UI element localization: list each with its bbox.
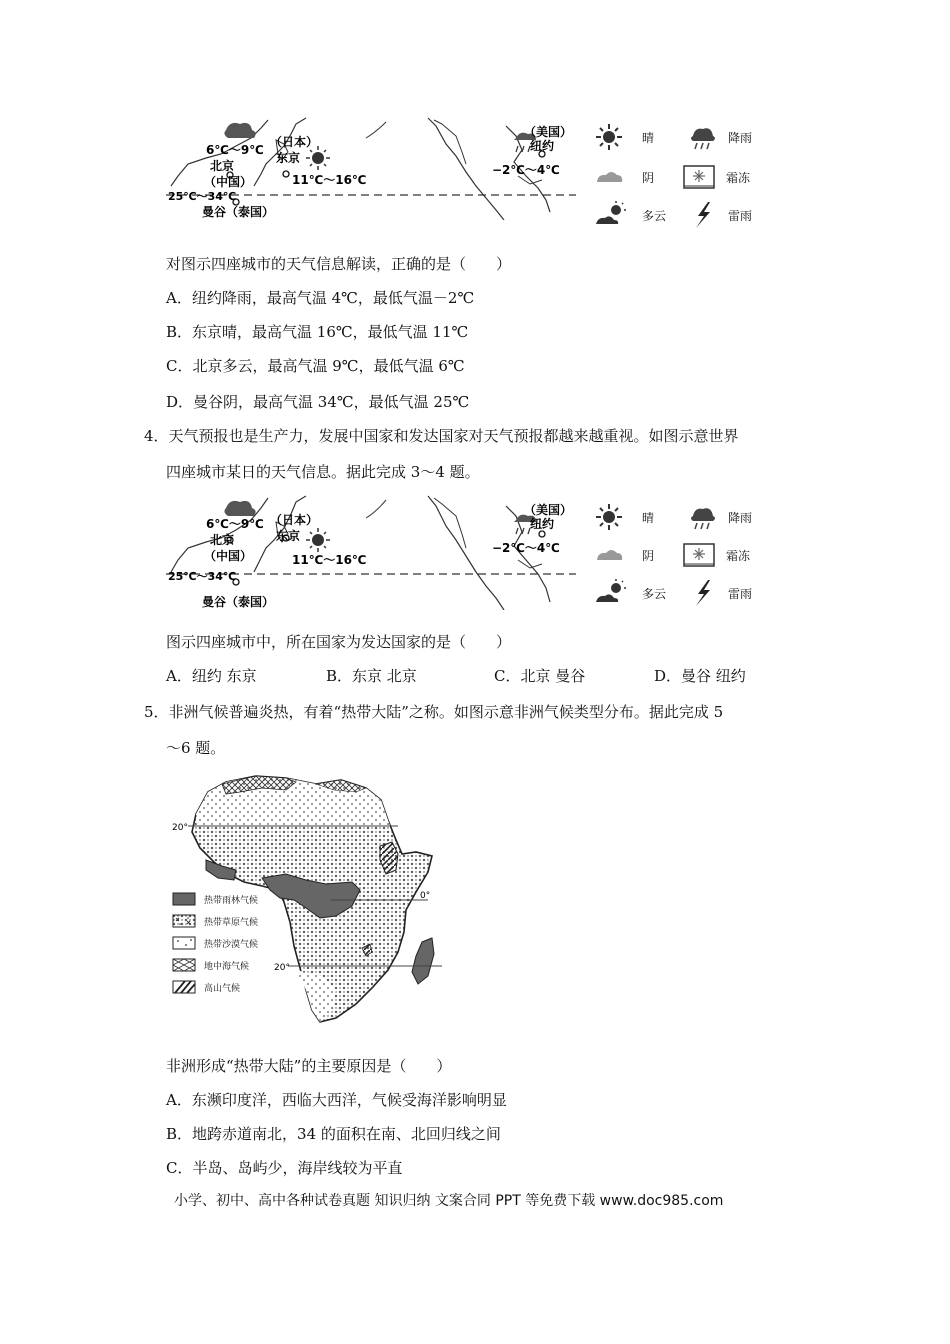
legend-frost-2: 霜冻 (682, 540, 750, 570)
label-bangkok-temp-2: 25℃～34℃ (168, 570, 237, 583)
partly-cloudy-icon (594, 200, 628, 230)
q3-option-a[interactable]: A．纽约降雨，最高气温 4℃，最低气温－2℃ (166, 289, 475, 307)
label-china: （中国） (204, 175, 253, 189)
legend-sunny: 晴 (594, 122, 654, 152)
rainforest-swatch-icon (172, 892, 196, 906)
legend-sunny-2: 晴 (594, 502, 654, 532)
legend-thunderstorm: 雷雨 (688, 200, 752, 230)
lat-20s-label: 20° (274, 963, 290, 973)
label-tokyo-2: 东京 (276, 529, 301, 543)
legend-frost: 霜冻 (682, 162, 750, 192)
q5-intro-line1: 5．非洲气候普遍炎热，有着“热带大陆”之称。如图示意非洲气候类型分布。据此完成 5 (144, 703, 724, 721)
lat-0-label: 0° (420, 891, 431, 901)
legend-overcast-2: 阴 (594, 540, 654, 570)
label-beijing: 北京 (210, 159, 235, 173)
q5-intro-line2: ～6 题。 (166, 739, 226, 757)
legend-overcast: 阴 (594, 162, 654, 192)
q3-stem: 对图示四座城市的天气信息解读，正确的是（ ） (166, 255, 512, 273)
label-tokyo: 东京 (276, 151, 301, 165)
lightning-icon (688, 578, 718, 608)
q4-option-b[interactable]: B．东京 北京 (326, 667, 417, 685)
legend-highland: 高山气候 (172, 980, 240, 994)
q3-option-c[interactable]: C．北京多云，最高气温 9℃，最低气温 6℃ (166, 357, 465, 375)
legend-cloudy: 多云 (594, 200, 666, 230)
legend-cloudy-2: 多云 (594, 578, 666, 608)
frost-icon (682, 162, 716, 192)
desert-swatch-icon (172, 936, 196, 950)
legend-rain-2: 降雨 (688, 502, 752, 532)
savanna-swatch-icon (172, 914, 196, 928)
legend-rain: 降雨 (688, 122, 752, 152)
weather-map-2 (166, 494, 586, 610)
q3-option-b[interactable]: B．东京晴，最高气温 16℃，最低气温 11℃ (166, 323, 469, 341)
cloud-icon (594, 540, 624, 570)
legend-desert: 热带沙漠气候 (172, 936, 258, 950)
q5-stem: 非洲形成“热带大陆”的主要原因是（ ） (166, 1057, 452, 1075)
label-beijing-temp-2: 6℃～9℃ (206, 517, 264, 531)
label-newyork-temp-2: −2℃～4℃ (492, 541, 560, 555)
legend-rainforest: 热带雨林气候 (172, 892, 258, 906)
page-footer: 小学、初中、高中各种试卷真题 知识归纳 文案合同 PPT 等免费下载 www.doc985.com (174, 1193, 724, 1209)
mediterranean-swatch-icon (172, 958, 196, 972)
legend-thunderstorm-2: 雷雨 (688, 578, 752, 608)
lightning-icon (688, 200, 718, 230)
frost-icon (682, 540, 716, 570)
label-usa-2: （美国） (524, 503, 573, 517)
label-japan: （日本） (270, 135, 319, 149)
sun-icon (594, 122, 624, 152)
q4-option-a[interactable]: A．纽约 东京 (166, 667, 257, 685)
label-newyork-2: 纽约 (530, 517, 555, 531)
label-china-2: （中国） (204, 549, 253, 563)
label-bangkok: 曼谷（泰国） (202, 205, 275, 219)
label-bangkok-temp: 25℃～34℃ (168, 190, 237, 203)
q4-intro-line2: 四座城市某日的天气信息。据此完成 3～4 题。 (166, 463, 480, 481)
q4-stem: 图示四座城市中，所在国家为发达国家的是（ ） (166, 633, 512, 651)
q3-option-d[interactable]: D．曼谷阴，最高气温 34℃，最低气温 25℃ (166, 393, 470, 411)
label-beijing-temp: 6℃～9℃ (206, 143, 264, 157)
q4-intro-line1: 4．天气预报也是生产力，发展中国家和发达国家对天气预报都越来越重视。如图示意世界 (144, 427, 739, 445)
lat-20n-label: 20° (172, 823, 188, 833)
label-bangkok-2: 曼谷（泰国） (202, 595, 275, 609)
legend-savanna: 热带草原气候 (172, 914, 258, 928)
q5-option-a[interactable]: A．东濒印度洋，西临大西洋，气候受海洋影响明显 (166, 1091, 507, 1109)
rain-icon (688, 122, 718, 152)
rain-icon (688, 502, 718, 532)
partly-cloudy-icon (594, 578, 628, 608)
q5-option-b[interactable]: B．地跨赤道南北，34 的面积在南、北回归线之间 (166, 1125, 501, 1143)
label-tokyo-temp: 11℃～16℃ (292, 173, 367, 187)
label-tokyo-temp-2: 11℃～16℃ (292, 553, 367, 567)
q4-option-c[interactable]: C．北京 曼谷 (494, 667, 586, 685)
label-newyork-temp: −2℃～4℃ (492, 163, 560, 177)
highland-swatch-icon (172, 980, 196, 994)
legend-mediterranean: 地中海气候 (172, 958, 249, 972)
sun-icon (594, 502, 624, 532)
cloud-icon (594, 162, 624, 192)
q5-option-c[interactable]: C．半岛、岛屿少，海岸线较为平直 (166, 1159, 403, 1177)
label-beijing-2: 北京 (210, 533, 235, 547)
label-japan-2: （日本） (270, 513, 319, 527)
weather-map-1 (166, 116, 586, 220)
label-newyork: 纽约 (530, 139, 555, 153)
q4-option-d[interactable]: D．曼谷 纽约 (654, 667, 746, 685)
label-usa: （美国） (524, 125, 573, 139)
